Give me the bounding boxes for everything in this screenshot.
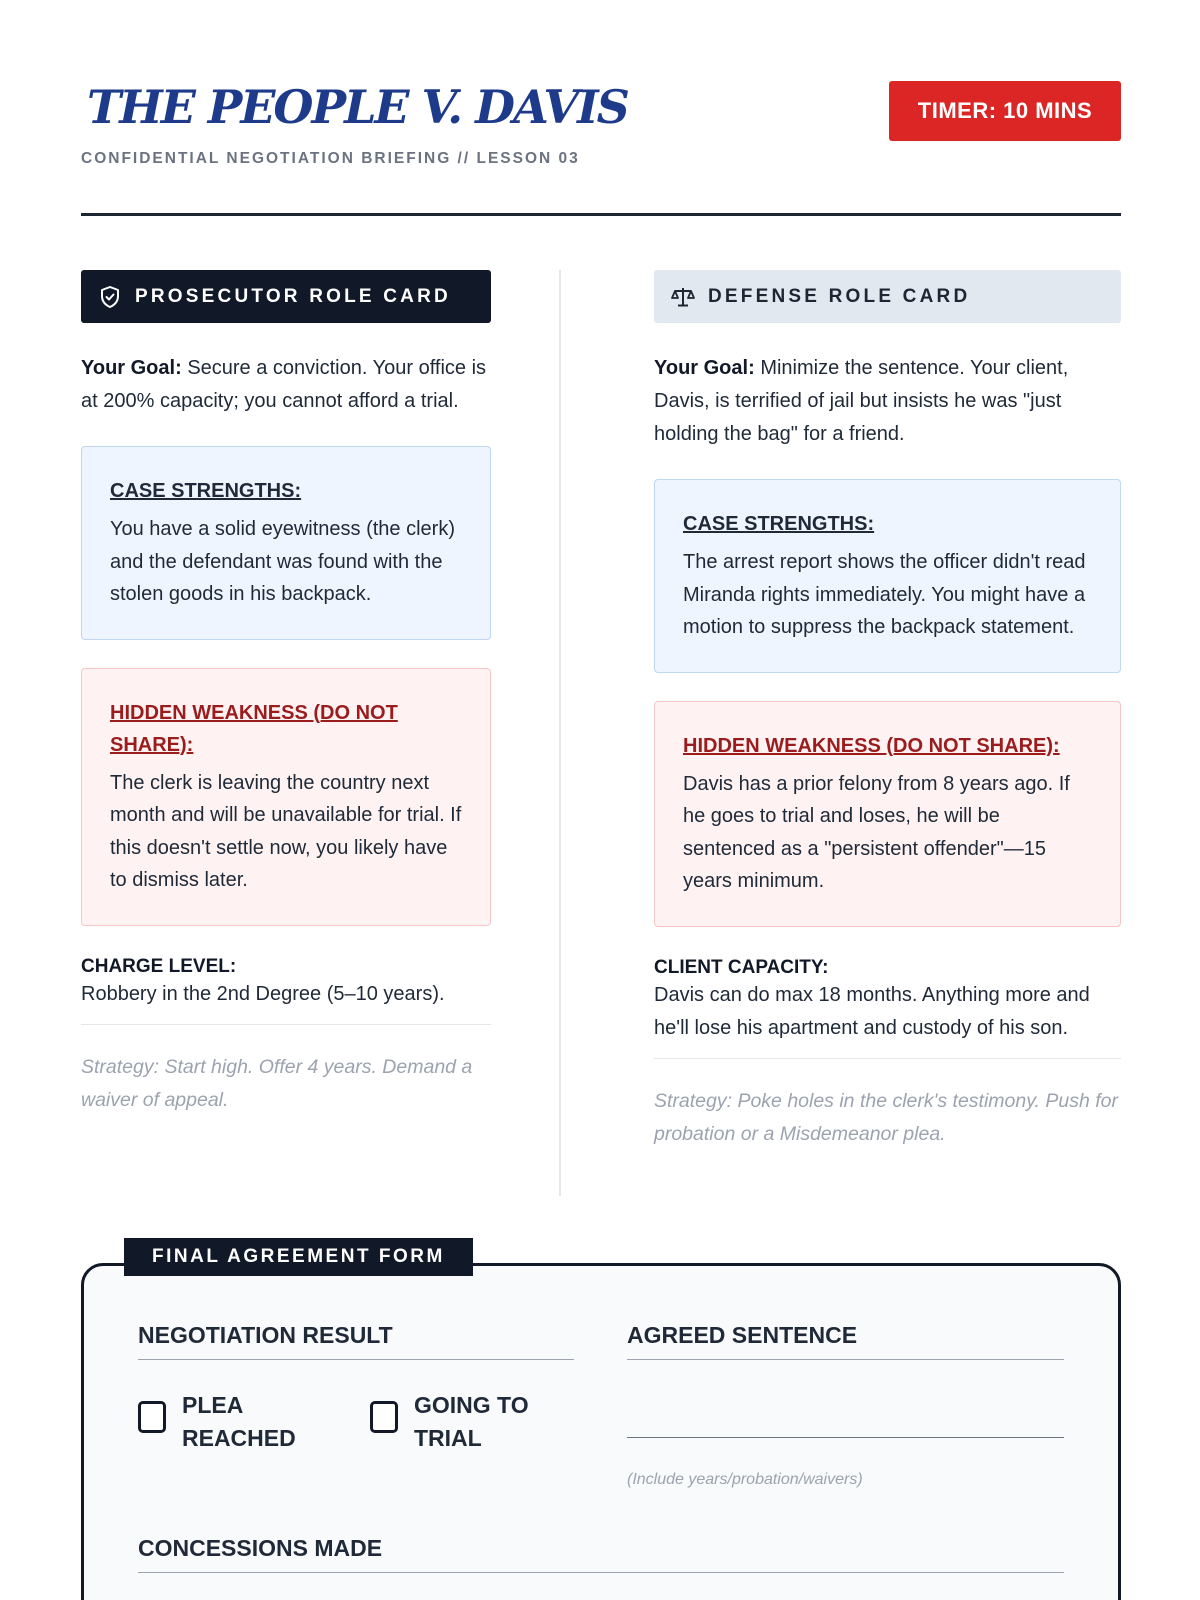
concessions-made-title: CONCESSIONS MADE <box>138 1535 1064 1573</box>
prosecutor-strengths-text: You have a solid eyewitness (the clerk) and the defendant was found with the stolen goods in his backpack. <box>110 518 455 605</box>
client-capacity-label: CLIENT CAPACITY: <box>654 956 829 978</box>
shield-check-icon <box>97 284 123 310</box>
plea-reached-label: PLEA REACHED <box>182 1392 296 1451</box>
defense-goal-label: Your Goal: <box>654 357 755 379</box>
timer-badge: TIMER: 10 MINS <box>889 81 1121 141</box>
scale-icon <box>670 284 696 310</box>
prosecutor-weakness-text: The clerk is leaving the country next month and will be unavailable for trial. If this doesn't settle now, you likely have to dismiss later. <box>110 771 462 891</box>
prosecutor-weakness-box <box>81 668 491 926</box>
defense-strengths-text: The arrest report shows the officer didn't read Miranda rights immediately. You might have a motion to suppress the backpack statement. <box>683 551 1086 638</box>
defense-weakness-box <box>654 701 1121 927</box>
prosecutor-card-title: PROSECUTOR ROLE CARD <box>135 285 451 307</box>
defense-weakness-label: HIDDEN WEAKNESS (DO NOT SHARE): <box>683 734 1060 757</box>
agreed-sentence-title: AGREED SENTENCE <box>627 1322 1064 1360</box>
page-subtitle: CONFIDENTIAL NEGOTIATION BRIEFING // LESSON 03 <box>81 150 580 167</box>
going-to-trial-option[interactable] <box>370 1389 570 1455</box>
charge-level-text: Robbery in the 2nd Degree (5–10 years). <box>81 978 491 1025</box>
client-capacity-text: Davis can do max 18 months. Anything more and he'll lose his apartment and custody of his son. <box>654 979 1121 1059</box>
defense-strategy: Strategy: Poke holes in the clerk's testimony. Push for probation or a Misdemeanor plea. <box>654 1089 1118 1145</box>
column-divider <box>559 270 561 1196</box>
prosecutor-card <box>81 270 491 1117</box>
going-to-trial-checkbox[interactable] <box>370 1401 398 1433</box>
defense-goal <box>654 352 1121 451</box>
prosecutor-goal <box>81 352 491 418</box>
defense-strengths-box <box>654 479 1121 673</box>
defense-card <box>654 270 1121 1151</box>
defense-card-header <box>654 270 1121 323</box>
prosecutor-strengths-box <box>81 446 491 640</box>
agreed-sentence-input-line[interactable] <box>627 1437 1064 1438</box>
defense-card-title: DEFENSE ROLE CARD <box>708 285 971 307</box>
defense-strengths-label: CASE STRENGTHS: <box>683 513 875 535</box>
agreed-sentence-hint: (Include years/probation/waivers) <box>627 1471 863 1488</box>
going-to-trial-label: GOING TO TRIAL <box>414 1392 529 1451</box>
prosecutor-strengths-label: CASE STRENGTHS: <box>110 480 302 502</box>
form-tab-label: FINAL AGREEMENT FORM <box>124 1238 473 1276</box>
prosecutor-card-header <box>81 270 491 323</box>
prosecutor-weakness-label: HIDDEN WEAKNESS (DO NOT SHARE): <box>110 701 398 756</box>
charge-level-label: CHARGE LEVEL: <box>81 955 237 977</box>
prosecutor-goal-label: Your Goal: <box>81 357 182 379</box>
defense-goal-text: Minimize the sentence. Your client, Davis, is terrified of jail but insists he was "just holding the bag" for a friend. <box>654 357 1069 445</box>
plea-reached-checkbox[interactable] <box>138 1401 166 1433</box>
prosecutor-goal-text: Secure a conviction. Your office is at 200% capacity; you cannot afford a trial. <box>81 357 487 412</box>
page-header <box>81 80 1121 216</box>
prosecutor-strategy: Strategy: Start high. Offer 4 years. Demand a waiver of appeal. <box>81 1055 473 1111</box>
negotiation-result-title: NEGOTIATION RESULT <box>138 1322 574 1360</box>
plea-reached-option[interactable] <box>138 1389 338 1455</box>
page-title: THE PEOPLE V. DAVIS <box>87 80 628 134</box>
defense-weakness-text: Davis has a prior felony from 8 years ago. If he goes to trial and loses, he will be sentenced as a "persistent offender"—15 years minimum. <box>683 772 1070 892</box>
